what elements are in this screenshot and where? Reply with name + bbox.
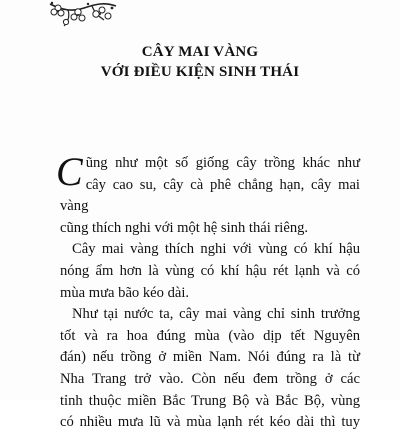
text-line: đán) nếu trồng ở miền Nam. Nói đúng ra là từ: [60, 349, 360, 366]
paragraph-3: [60, 304, 360, 434]
text-line: ũng như một số giống cây trồng khác như: [85, 155, 360, 171]
text-line: tốt và ra hoa đúng mùa (vào dịp tết Nguyên: [60, 327, 360, 344]
text-line: Như tại nước ta, cây mai vàng chỉ sinh trưởng: [72, 306, 360, 323]
text-line: có nhiều mưa lũ và mùa lạnh rét kéo dài thì tuy: [60, 414, 360, 431]
chapter-title-line-1: CÂY MAI VÀNG: [141, 44, 259, 60]
text-line: cũng thích nghi với một hệ sinh thái riêng.: [60, 219, 309, 236]
text-line: Nha Trang trở vào. Còn nếu đem trồng ở các: [60, 370, 360, 387]
text-line: cây cao su, cây cà phê chẳng hạn, cây mai vàng: [60, 176, 360, 215]
plum-blossom-branch-icon: [48, 0, 118, 28]
drop-cap: C: [56, 149, 83, 194]
body-text: [56, 149, 360, 434]
text-line: nóng ẩm hơn là vùng có khí hậu rét lạnh và có: [60, 262, 360, 279]
text-line: mùa mưa bão kéo dài.: [60, 284, 190, 301]
paragraph-2: [60, 239, 360, 304]
text-line: tỉnh thuộc miền Bắc Trung Bộ và Bắc Bộ, vùng: [60, 392, 360, 409]
paragraph-1: [56, 149, 360, 239]
chapter-title-line-2: VỚI ĐIỀU KIỆN SINH THÁI: [100, 64, 300, 80]
text-line: Cây mai vàng thích nghi với vùng có khí hậu: [72, 241, 360, 258]
